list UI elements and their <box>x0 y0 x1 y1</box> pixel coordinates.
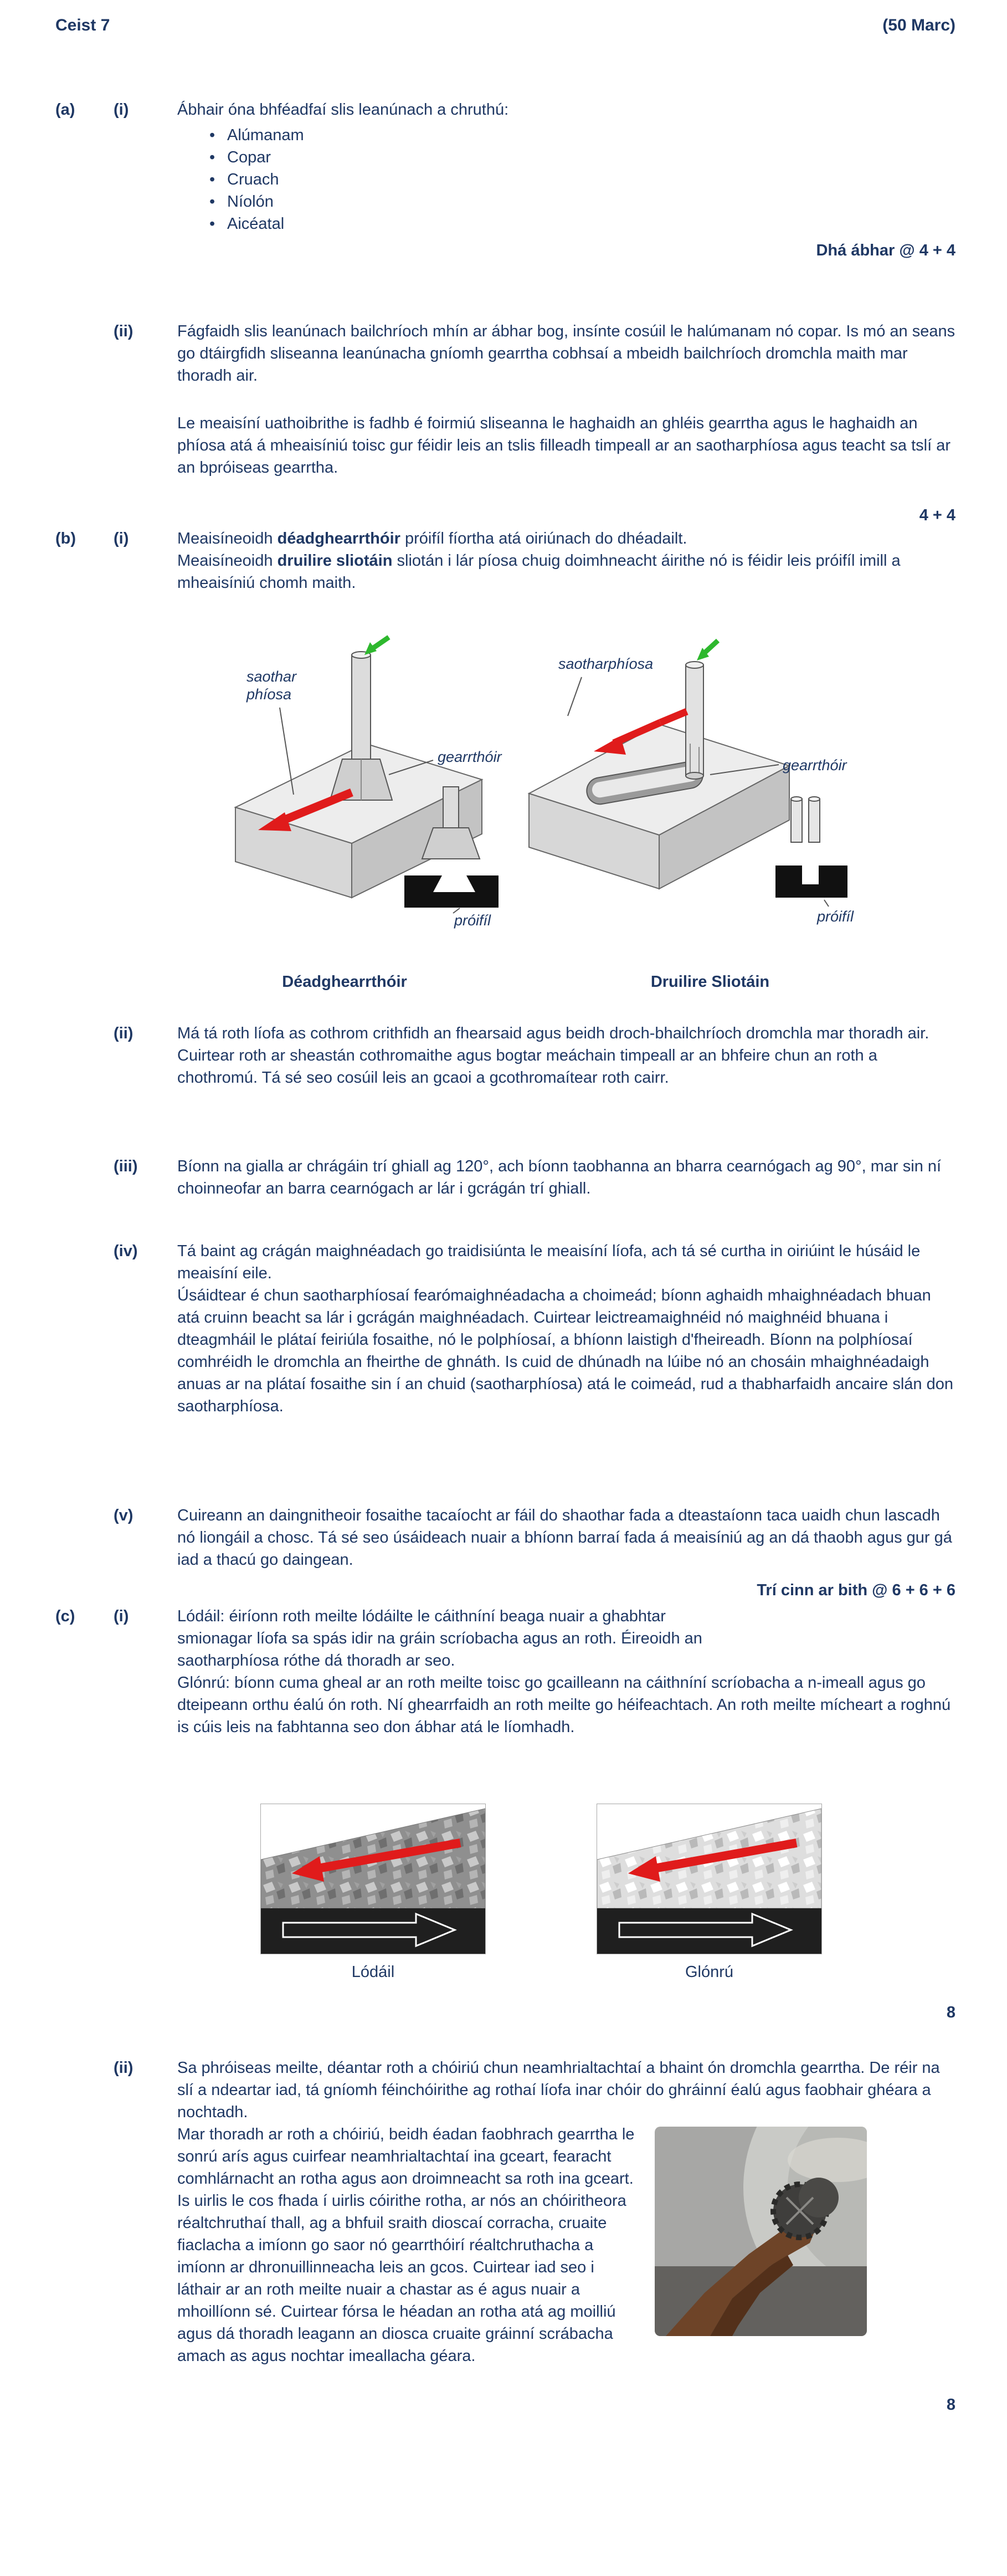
subsection-label-a-ii: (ii) <box>114 322 133 340</box>
material-name: Copar <box>227 148 271 166</box>
marks-c-i: 8 <box>946 2004 955 2021</box>
glazing-wheel-image <box>597 1804 822 1954</box>
b-i-p1-text: próifíl fíortha atá oiriúnach do dhéadailt. <box>400 530 687 547</box>
machined-profile-shape <box>404 875 499 908</box>
section-label-a: (a) <box>55 101 75 119</box>
list-item <box>209 191 955 213</box>
section-b-iii <box>55 1155 955 1200</box>
b-ii-paragraph-2: Cuirtear roth ar sheastán cothromaithe agus bogtar meáchain timpeall ar an bhfeire chun an roth a chothromú. Tá sé seo cosúil leis an gcaoi a gcothromaítear roth cairr. <box>177 1047 877 1087</box>
c-ii-paragraph-2: Mar thoradh ar roth a chóiriú, beidh éadan faobhrach gearrtha le sonrú arís agus cuirfear neamhrialtachtaí ina gceart, fearacht comhlárnacht an rotha agus aon droimneacht sa roth ina gceart. <box>177 2126 635 2188</box>
section-b-iv <box>55 1240 955 1417</box>
subsection-label-b-v: (v) <box>114 1507 133 1524</box>
list-item <box>209 168 955 191</box>
dovetail-cutter-diagram <box>183 633 559 971</box>
section-b-v <box>55 1504 955 1571</box>
total-marks: (50 Marc) <box>882 16 955 34</box>
workpiece-leader-line <box>280 708 294 795</box>
section-label-c: (c) <box>55 1607 75 1625</box>
marks-a-ii: 4 + 4 <box>919 506 955 524</box>
b-i-p1-keyword: déadghearrthóir <box>277 530 400 547</box>
machined-profile-shape <box>775 866 847 898</box>
section-c-i <box>55 1605 955 1738</box>
c-ii-paragraph-3: Is uirlis le cos fhada í uirlis cóirithe rotha, ar nós an chóiritheora réaltchruthaí thall, ag a bhfuil sraith dioscaí corracha, cruaite fiaclacha a imíonn go saor nó gearrthóirí réaltchruthacha a imíonn ar dhronuillinneacha leis an gcos. Cuirtear iad seo i láthair ar an roth meilte nuair a chastar as é agus nuair a mhoillíonn sé. Cuirtear fórsa le héadan an rotha atá ag moilliú agus dá thoradh leagann an diosca cruaite gráinní scrábacha amach as agus nochtar imeallacha géara. <box>177 2192 626 2365</box>
dovetail-cutter <box>330 652 392 800</box>
profile-label-right: próifíl <box>817 908 854 925</box>
section-b-ii <box>55 1022 955 1089</box>
subsection-label-c-i: (i) <box>114 1607 129 1625</box>
section-a-i <box>55 99 955 121</box>
materials-list <box>177 124 955 235</box>
material-name: Alúmanam <box>227 126 304 144</box>
b-iii-paragraph-1: Bíonn na gialla ar chrágáin trí ghiall ag 120°, ach bíonn taobhanna an bharra cearnógach ag 90°, mar sin ní choinneofar an barra cearnógach ar lár i gcrágán trí ghiall. <box>177 1158 942 1197</box>
b-iv-paragraph-2: Úsáidtear é chun saotharphíosaí fearómaighnéadacha a choimeád; bíonn aghaidh mhaighnéadach bhuan atá cruinn beacht sa lár i gcrágán maighnéadach. Cuirtear leictreamaighnéid nó maighnéid bhuana i dteagmháil le plátaí feiriúla fosaithe, nó le polphíosaí, a bhíonn laistigh d'fheireadh. Bíonn na polphíosaí comhréidh le dromchla an fheirthe de ghnáth. Is cuid de dhúnadh na lúibe nó an chosáin mhaighnéadaigh anuas ar na plátaí fosaithe sin í an chuid (saotharphíosa) atá le coimeád, rud a thabharfaidh ancaire slán don saotharphíosa. <box>177 1287 953 1415</box>
subsection-label-b-iv: (iv) <box>114 1242 138 1260</box>
wheel-condition-figures <box>55 1804 955 1983</box>
spindle-arrow-icon <box>697 641 718 660</box>
subsection-label-b-ii: (ii) <box>114 1025 133 1042</box>
b-v-paragraph-1: Cuireann an daingnitheoir fosaithe tacaíocht ar fáil do shaothar fada a dteastaíonn taca uaidh chun lascadh nó liongáil a chosc. Tá sé seo úsáideach nuair a bhíonn barraí fada á meaisíniú ag an dá thaobh agus gur gá iad a thacú go daingean. <box>177 1507 952 1569</box>
list-item <box>209 213 955 235</box>
b-iv-paragraph-1: Tá baint ag crágán maighnéadach go traidisiúnta le meaisíní líofa, ach tá sé curtha in oiriúint le húsáid le meaisíní eile. <box>177 1242 921 1282</box>
section-a-ii <box>55 320 955 479</box>
material-name: Cruach <box>227 171 279 188</box>
marks-c-ii: 8 <box>946 2396 955 2414</box>
wheel-dresser-photo <box>655 2127 867 2336</box>
cutter-label-right: gearrthóir <box>783 757 847 774</box>
wheel-dresser-photo-image <box>655 2127 867 2336</box>
b-ii-paragraph-1: Má tá roth líofa as cothrom crithfidh an fhearsaid agus beidh droch-bhailchríoch dromchla mar thoradh air. <box>177 1025 929 1042</box>
marks-b: Trí cinn ar bith @ 6 + 6 + 6 <box>757 1581 955 1599</box>
diagram-caption-right: Druilire Sliotáin <box>650 973 770 991</box>
subsection-label-b-iii: (iii) <box>114 1158 138 1175</box>
profile-pins-detail <box>791 797 820 842</box>
list-item <box>209 124 955 146</box>
subsection-label-c-ii: (ii) <box>114 2059 133 2077</box>
section-b-i <box>55 528 955 594</box>
b-i-p2-keyword: druilire sliotáin <box>277 552 393 570</box>
b-i-paragraph-2 <box>177 550 955 594</box>
a-i-intro: Ábhair óna bhféadfaí slis leanúnach a chruthú: <box>177 101 509 119</box>
b-i-p2-text: sliotán i lár píosa chuig doimhneacht áirithe nó is féidir leis próifíl imill a mheaisíniú chomh maith. <box>177 552 901 592</box>
workpiece-block <box>529 724 789 889</box>
figure-caption-loading: Lódáil <box>351 1963 395 1981</box>
cutter-diagrams <box>55 622 955 1004</box>
workpiece-label-right: saotharphíosa <box>558 655 654 672</box>
workpiece-label-line2: phíosa <box>246 686 292 703</box>
c-i-paragraph-1: Lódáil: éiríonn roth meilte lódáilte le cáithníní beaga nuair a ghabhtar smionagar líofa sa spás idir na gráin scríobacha agus an roth. Éireoidh an saotharphíosa róthe dá thoradh ar seo. <box>177 1607 702 1669</box>
list-item <box>209 146 955 168</box>
profile-label-left: próifíl <box>454 912 491 929</box>
section-c-ii <box>55 2057 955 2367</box>
b-i-paragraph-1 <box>177 528 955 550</box>
figure-caption-glazing: Glónrú <box>685 1963 734 1981</box>
a-ii-paragraph-2: Le meaisíní uathoibrithe is fadhb é foirmiú sliseanna le haghaidh an ghléis gearrtha agus le haghaidh an phíosa atá á mheaisíniú toisc gur féidir leis an tslis filleadh timpeall ar an saotharphíosa agus teacht sa tslí ar an bpróiseas gearrtha. <box>177 414 951 477</box>
profile-leader-line <box>824 900 829 907</box>
subsection-label-a-i: (i) <box>114 101 129 119</box>
subsection-label-b-i: (i) <box>114 530 129 547</box>
b-i-p1-text: Meaisíneoidh <box>177 530 278 547</box>
a-ii-paragraph-1: Fágfaidh slis leanúnach bailchríoch mhín ar ábhar bog, insínte cosúil le halúmanam nó copar. Is mó an seans go dtáirgfidh sliseanna leanúnacha gníomh gearrtha cobhsaí a mbeidh bailchríoch dromchla maith mar thoradh air. <box>177 322 955 385</box>
b-i-p2-text: Meaisíneoidh <box>177 552 278 570</box>
diagram-caption-left: Déadghearrthóir <box>282 973 407 991</box>
page-header <box>55 0 955 37</box>
marks-a-i: Dhá ábhar @ 4 + 4 <box>816 242 955 259</box>
material-name: Níolón <box>227 193 274 211</box>
c-i-paragraph-2: Glónrú: bíonn cuma gheal ar an roth meilte toisc go gcailleann na cáithníní scríobacha a n-imeall agus go dteipeann orthu éalú ón roth. Ní ghearrfaidh an roth meilte go héifeachtach. An roth meilte mícheart a roghnú is cúis leis na fabhtanna seo don ábhar atá le líomhadh. <box>177 1674 951 1736</box>
loading-wheel-image <box>260 1804 486 1954</box>
loading-figure <box>260 1804 486 1983</box>
glazing-figure <box>597 1804 822 1983</box>
page-title: Ceist 7 <box>55 16 110 34</box>
c-ii-paragraph-1: Sa phróiseas meilte, déantar roth a chóiriú chun neamhrialtachtaí a bhaint ón dromchla gearrtha. De réir na slí a ndeartar iad, tá gníomh féinchóirithe ag rothaí líofa inar chóir do ghráinní éalú agus faobhair ghéara a nochtadh. <box>177 2059 940 2121</box>
workpiece-label-line1: saothar <box>246 668 297 685</box>
material-name: Aicéatal <box>227 215 285 233</box>
workpiece-label-left <box>246 668 296 703</box>
section-label-b: (b) <box>55 530 76 547</box>
spindle-arrow-icon <box>364 637 389 655</box>
cutter-label-left: gearrthóir <box>438 749 502 765</box>
workpiece-leader-line <box>568 677 582 716</box>
slot-drill-cutter <box>686 662 703 779</box>
